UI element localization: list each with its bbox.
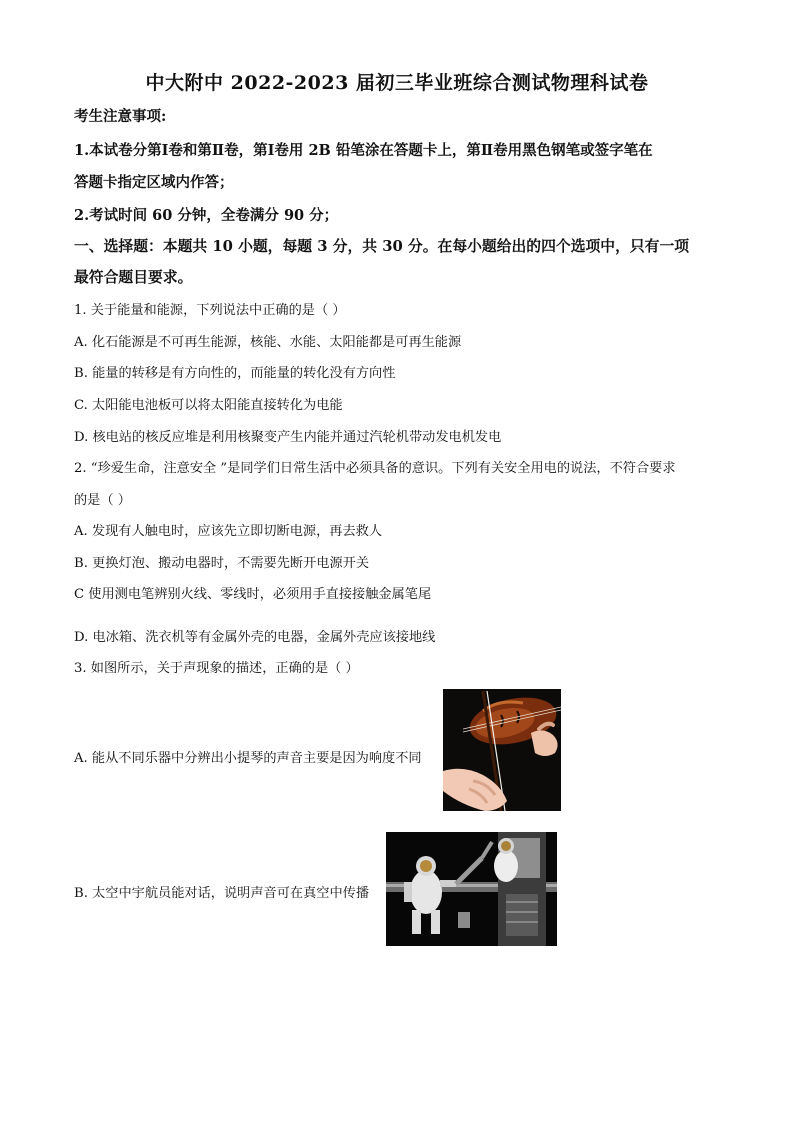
question-1-option-a: A. 化石能源是不可再生能源，核能、水能、太阳能都是可再生能源 — [74, 335, 462, 350]
notice-item-1-line-2: 答题卡指定区域内作答； — [74, 174, 234, 191]
notice-item-1-line-1: 1.本试卷分第Ⅰ卷和第Ⅱ卷，第Ⅰ卷用 2B 铅笔涂在答题卡上，第Ⅱ卷用黑色钢笔或签字笔在 — [74, 142, 653, 159]
page-title: 中大附中 2022-2023 届初三毕业班综合测试物理科试卷 — [145, 72, 649, 94]
question-1-option-b: B. 能量的转移是有方向性的，而能量的转化没有方向性 — [74, 366, 396, 381]
question-2-option-a: A. 发现有人触电时，应该先立即切断电源，再去救人 — [74, 524, 383, 539]
violin-photo — [443, 689, 561, 811]
question-3-stem: 3. 如图所示，关于声现象的描述，正确的是（ ） — [74, 661, 359, 676]
section-heading-line-1: 一、选择题：本题共 10 小题，每题 3 分，共 30 分。在每小题给出的四个选项中，只有一项 — [74, 238, 690, 255]
question-1-option-c: C. 太阳能电池板可以将太阳能直接转化为电能 — [74, 398, 343, 413]
question-1-option-d: D. 核电站的核反应堆是利用核聚变产生内能并通过汽轮机带动发电机发电 — [74, 430, 502, 445]
question-2-stem-line-2: 的是（ ） — [74, 493, 131, 508]
question-2-stem-line-1: 2. “珍爱生命，注意安全 ”是同学们日常生活中必须具备的意识。下列有关安全用电的说法，不符合要求 — [74, 461, 676, 476]
question-1-stem: 1. 关于能量和能源，下列说法中正确的是（ ） — [74, 303, 346, 318]
question-2-option-d: D. 电冰箱、洗衣机等有金属外壳的电器，金属外壳应该接地线 — [74, 630, 436, 645]
question-2-option-b: B. 更换灯泡、搬动电器时，不需要先断开电源开关 — [74, 556, 370, 571]
question-3-option-a: A. 能从不同乐器中分辨出小提琴的声音主要是因为响度不同 — [74, 751, 422, 766]
question-3-option-b: B. 太空中宇航员能对话，说明声音可在真空中传播 — [74, 886, 370, 901]
space-station-photo — [386, 832, 557, 946]
notice-heading: 考生注意事项: — [74, 108, 167, 125]
violin-illustration — [443, 689, 561, 811]
notice-item-2: 2.考试时间 60 分钟，全卷满分 90 分； — [74, 207, 339, 224]
astronaut-illustration — [386, 832, 557, 946]
section-heading-line-2: 最符合题目要求。 — [74, 269, 193, 286]
question-2-option-c: C 使用测电笔辨别火线、零线时，必须用手直接接触金属笔尾 — [74, 587, 432, 602]
